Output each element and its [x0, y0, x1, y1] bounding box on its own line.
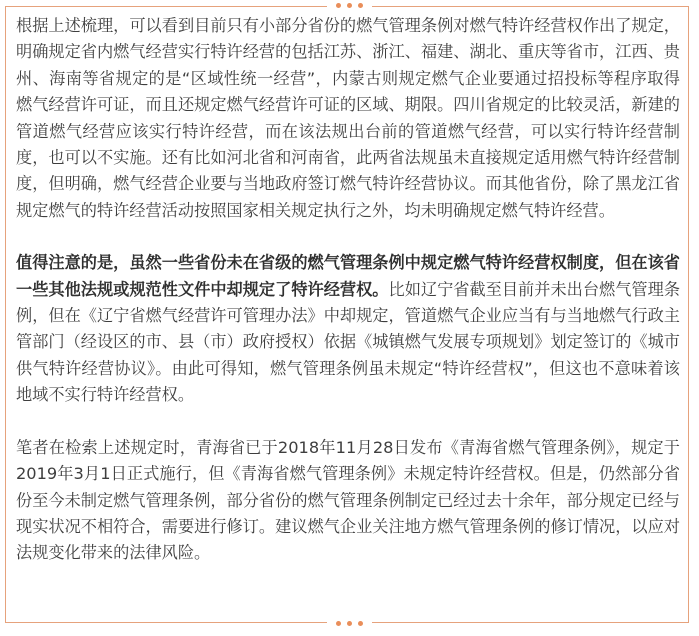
paragraph-1 — [16, 13, 680, 224]
paragraph-1-text: 根据上述梳理，可以看到目前只有小部分省份的燃气管理条例对燃气特许经营权作出了规定，明确规定省内燃气经营实行特许经营的包括江苏、浙江、福建、湖北、重庆等省市，江西、贵州、海南等省规定的是“区域性统一经营”，内蒙古则规定燃气企业要通过招投标等程序取得燃气经营许可证，而且还规定燃气经营许可证的区域、期限。四川省规定的比较灵活，新建的管道燃气经营应该实行特许经营，而在该法规出台前的管道燃气经营，可以实行特许经营制度，也可以不实施。还有比如河北省和河南省，此两省法规虽未直接规定适用燃气特许经营制度，但明确，燃气经营企业要与当地政府签订燃气特许经营协议。而其他省份，除了黑龙江省规定燃气的特许经营活动按照国家相关规定执行之外，均未明确规定燃气特许经营。 — [16, 16, 680, 220]
article-body — [16, 13, 680, 567]
dot-icon — [358, 621, 363, 626]
dot-icon — [336, 3, 341, 8]
paragraph-3 — [16, 435, 680, 567]
dot-icon — [347, 3, 352, 8]
paragraph-2-highlight: 值得注意的是，虽然一些省份未在省级的燃气管理条例中规定燃气特许经营权制度，但在该省一些其他法规或规范性文件中却规定了特许经营权。 — [16, 253, 680, 299]
paragraph-3-text: 笔者在检索上述规定时，青海省已于2018年11月28日发布《青海省燃气管理条例》，规定于2019年3月1日正式施行，但《青海省燃气管理条例》未规定特许经营权。但是，仍然部分省份至今未制定燃气管理条例，部分省份的燃气管理条例制定已经过去十余年，部分规定已经与现实状况不相符合，需要进行修订。建议燃气企业关注地方燃气管理条例的修订情况，以应对法规变化带来的法律风险。 — [16, 437, 680, 563]
top-divider-dots — [0, 0, 699, 12]
dot-icon — [347, 621, 352, 626]
bottom-divider-dots — [0, 618, 699, 630]
dot-icon — [358, 3, 363, 8]
dot-icon — [336, 621, 341, 626]
paragraph-2-text: 比如辽宁省截至目前并未出台燃气管理条例，但在《辽宁省燃气经营许可管理办法》中却规定，管道燃气企业应当有与当地燃气行政主管部门（经设区的市、县（市）政府授权）依据《城镇燃气发展专项规划》划定签订的《城市供气特许经营协议》。由此可得知，燃气管理条例虽未规定“特许经营权”，但这也不意味着该地域不实行特许经营权。 — [16, 279, 681, 405]
paragraph-2 — [16, 250, 680, 408]
